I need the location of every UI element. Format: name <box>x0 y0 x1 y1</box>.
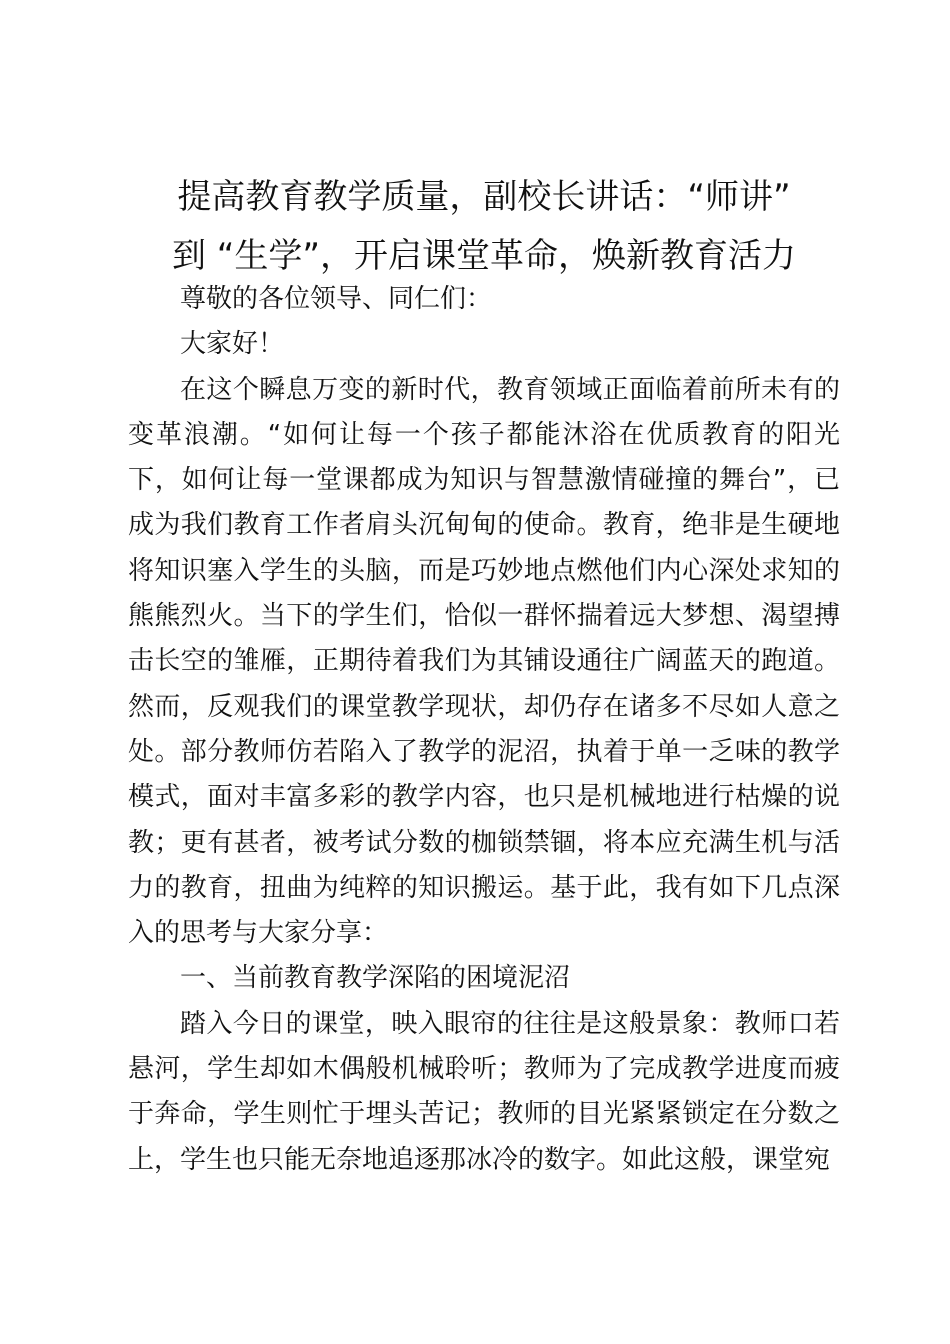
intro-paragraph: 在这个瞬息万变的新时代，教育领域正面临着前所未有的变革浪潮。“如何让每一个孩子都能沐浴在优质教育的阳光下，如何让每一堂课都成为知识与智慧激情碰撞的舞台”，已成为我们教育工作者肩头沉甸甸的使命。教育，绝非是生硬地将知识塞入学生的头脑，而是巧妙地点燃他们内心深处求知的熊熊烈火。当下的学生们，恰似一群怀揣着远大梦想、渴望搏击长空的雏雁，正期待着我们为其铺设通往广阔蓝天的跑道。然而，反观我们的课堂教学现状，却仍存在诸多不尽如人意之处。部分教师仿若陷入了教学的泥沼，执着于单一乏味的教学模式，面对丰富多彩的教学内容，也只是机械地进行枯燥的说教；更有甚者，被考试分数的枷锁禁锢，将本应充满生机与活力的教育，扭曲为纯粹的知识搬运。基于此，我有如下几点深入的思考与大家分享： <box>128 374 840 949</box>
document-body <box>128 277 840 1183</box>
salutation: 尊敬的各位领导、同仁们： <box>180 284 493 314</box>
title-line-2: 到 “生学”，开启课堂革命，焕新教育活力 <box>171 236 797 276</box>
section-heading-1: 一、当前教育教学深陷的困境泥沼 <box>180 963 571 994</box>
title-line-1: 提高教育教学质量，副校长讲话：“师讲” <box>177 177 791 217</box>
greeting: 大家好！ <box>180 329 285 360</box>
document-title <box>128 168 840 286</box>
section-1-paragraph: 踏入今日的课堂，映入眼帘的往往是这般景象：教师口若悬河，学生却如木偶般机械聆听；教师为了完成教学进度而疲于奔命，学生则忙于埋头苦记；教师的目光紧紧锁定在分数之上，学生也只能无奈地追逐那冰冷的数字。如此这般，课堂宛 <box>128 1008 840 1175</box>
